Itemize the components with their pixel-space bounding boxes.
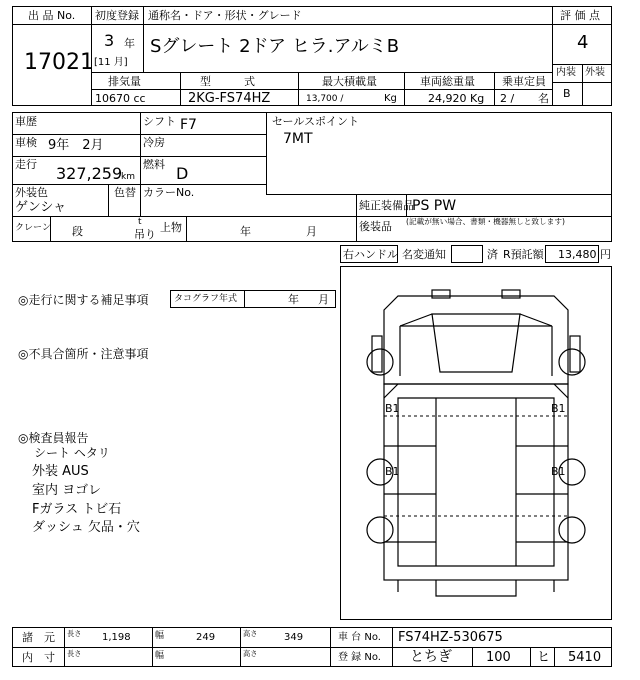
- chassis-number: FS74HZ-530675: [398, 630, 503, 645]
- interior-grade: B: [563, 87, 571, 100]
- notice-box: [451, 245, 483, 263]
- damage-mark: B1: [551, 465, 566, 478]
- height-value: 349: [284, 632, 304, 643]
- car-name: Sグレート 2ドア ヒラ.アルミB: [150, 36, 400, 57]
- height-label: 高さ: [243, 630, 258, 639]
- reg-kana: ヒ: [537, 650, 551, 665]
- reg-class: 100: [486, 650, 511, 665]
- aftermarket-note: (記載が無い場合、書類・機器無しと致します): [406, 218, 565, 227]
- model: 2KG-FS74HZ: [188, 91, 271, 106]
- aftermarket-label: 後装品: [359, 220, 392, 233]
- width-label: 幅: [155, 631, 165, 641]
- inspector-line: 外装 AUS: [32, 464, 89, 479]
- crane-year: 年: [240, 225, 251, 238]
- first-reg-year: 3: [104, 31, 115, 50]
- damage-mark: B1: [551, 402, 566, 415]
- color-change-label: 色替: [114, 186, 136, 199]
- length-label: 長さ: [67, 630, 82, 639]
- length-label-inner: 長さ: [67, 650, 82, 659]
- damage-mark: B1: [385, 465, 400, 478]
- steering: 右ハンドル: [343, 248, 398, 261]
- inspection-label: 車検: [15, 136, 37, 149]
- crane-hang: 吊り: [134, 228, 156, 241]
- lot-label: 出 品 No.: [28, 9, 76, 22]
- mileage: 327,259: [56, 164, 123, 183]
- aircon-label: 冷房: [143, 136, 165, 149]
- sales-point: 7MT: [283, 131, 313, 147]
- crane-label: クレーン: [15, 223, 51, 233]
- color-number-label: カラーNo.: [143, 186, 195, 199]
- height-label-inner: 高さ: [243, 650, 258, 659]
- chassis-label: 車 台 No.: [338, 632, 381, 643]
- width-label-inner: 幅: [155, 651, 165, 661]
- max-load-label: 最大積載量: [322, 75, 377, 88]
- dims-label: 諸 元: [22, 631, 55, 644]
- tacho-label: タコグラフ年式: [174, 294, 238, 304]
- inspector-line: Fガラス トビ石: [32, 502, 122, 517]
- truck-outline-diagram: [340, 266, 612, 620]
- damage-mark: B1: [385, 402, 400, 415]
- inspector-line: シート ヘタリ: [34, 446, 110, 460]
- exterior-label: 外装: [585, 67, 605, 78]
- tacho-year: 年: [288, 293, 299, 306]
- reg-number: 5410: [568, 650, 602, 665]
- fuel-value: D: [176, 164, 189, 183]
- width-value: 249: [196, 632, 216, 643]
- grade-value: 4: [577, 32, 589, 53]
- sales-point-label: セールスポイント: [272, 115, 360, 128]
- crane-month: 月: [306, 225, 317, 238]
- title-label: 通称名・ドア・形状・グレード: [148, 9, 302, 22]
- recycle-unit: 円: [600, 248, 611, 261]
- recycle-amount: 13,480: [558, 248, 597, 261]
- displacement-label: 排気量: [108, 75, 141, 88]
- reg-area: とちぎ: [410, 649, 452, 665]
- capacity-unit: 名: [538, 92, 549, 105]
- history-label: 車歴: [15, 115, 37, 128]
- first-reg-month: [11 月]: [94, 57, 128, 68]
- reg-label: 登 録 No.: [338, 652, 381, 663]
- equipment-label: 純正装備品: [359, 199, 414, 212]
- recycle-label: R預託額: [503, 248, 544, 261]
- recycle-prefix: 済: [487, 248, 498, 261]
- mileage-label: 走行: [15, 158, 37, 171]
- shift-label: シフト: [143, 115, 176, 128]
- max-load: 13,700 /: [306, 94, 344, 104]
- ext-color: ゲンシャ: [15, 200, 67, 215]
- interior-label: 内装: [556, 67, 576, 78]
- tacho-month: 月: [318, 293, 329, 306]
- max-load-unit: Kg: [384, 93, 397, 104]
- length-value: 1,198: [102, 632, 131, 643]
- model-label: 型 式: [200, 75, 255, 88]
- equipment: PS PW: [412, 198, 457, 214]
- gross-weight: 24,920 Kg: [428, 92, 485, 105]
- first-reg-label: 初度登録: [95, 9, 139, 22]
- displacement: 10670 cc: [95, 92, 146, 105]
- inspector-line: 室内 ヨゴレ: [32, 483, 102, 498]
- capacity-label: 乗車定員: [502, 75, 546, 88]
- fuel-label: 燃料: [143, 158, 165, 171]
- size-label: 内 寸: [22, 651, 55, 664]
- defect-label: ◎不具合箇所・注意事項: [18, 347, 149, 361]
- inspector-line: ダッシュ 欠品・穴: [32, 520, 140, 535]
- first-reg-year-unit: 年: [124, 37, 135, 50]
- ext-color-label: 外装色: [15, 186, 48, 199]
- grade-label: 評 価 点: [560, 9, 600, 22]
- capacity: 2 /: [500, 92, 515, 105]
- inspector-label: ◎検査員報告: [18, 431, 89, 445]
- crane-stage: 段: [72, 225, 83, 238]
- driving-note-label: ◎走行に関する補足事項: [18, 293, 149, 307]
- crane-upper-label: 上物: [160, 221, 182, 234]
- crane-ton: t: [138, 217, 142, 227]
- notice-label: 名変通知: [402, 248, 446, 261]
- gross-weight-label: 車両総重量: [420, 75, 475, 88]
- lot-number: 17021: [24, 50, 94, 75]
- mileage-unit: km: [121, 172, 135, 182]
- inspection-value: 9年 2月: [48, 138, 104, 153]
- shift-value: F7: [180, 117, 197, 133]
